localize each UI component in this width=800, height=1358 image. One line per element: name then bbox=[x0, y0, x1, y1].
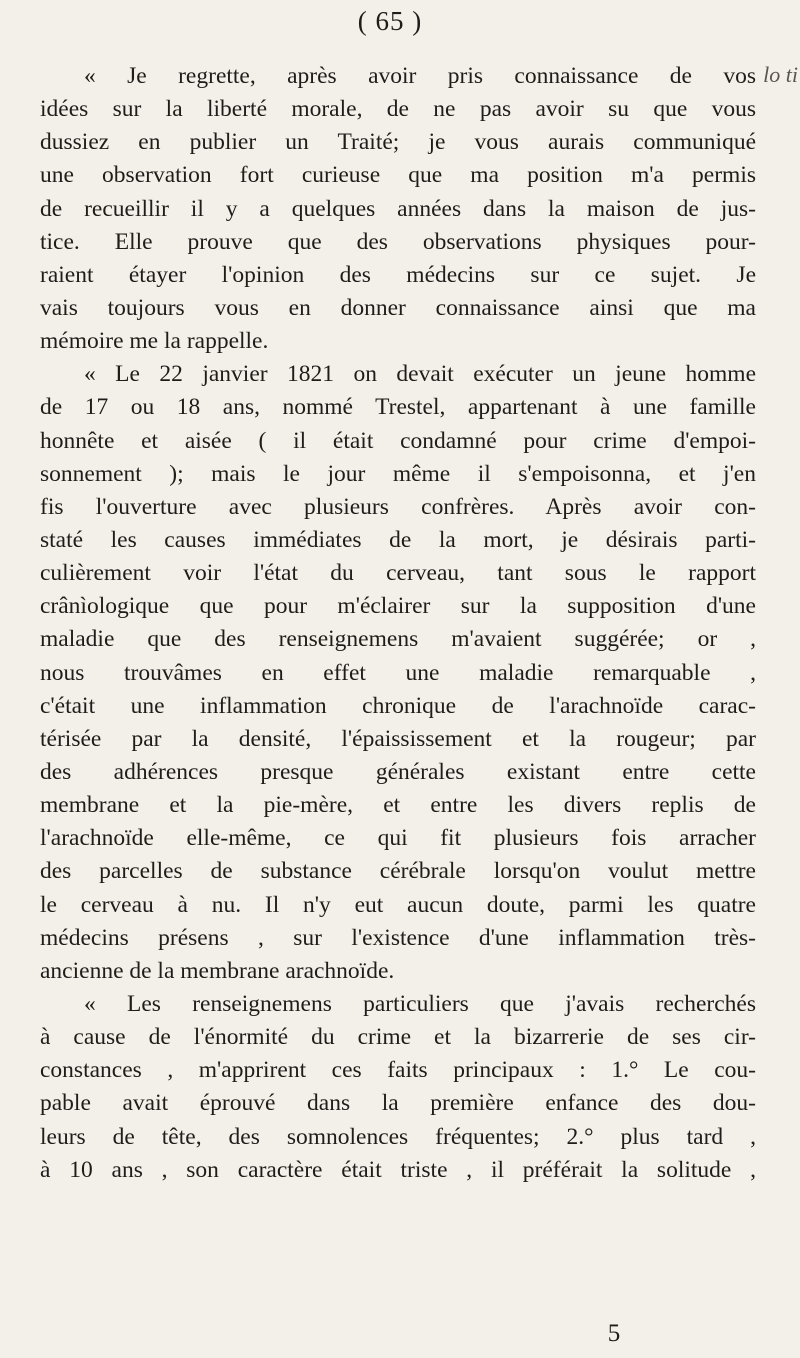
text-line: culièrement voir l'état du cerveau, tant sous le rapport bbox=[40, 560, 756, 587]
text-line: térisée par la densité, l'épaississement et la rougeur; par bbox=[40, 725, 756, 752]
text-line: des parcelles de substance cérébrale lorsqu'on voulut mettre bbox=[40, 858, 756, 885]
text-line: raient étayer l'opinion des médecins sur ce sujet. Je bbox=[40, 261, 756, 288]
paragraph-1 bbox=[40, 60, 756, 358]
text-line: de 17 ou 18 ans, nommé Trestel, appartenant à une famille bbox=[40, 394, 756, 421]
paragraph-3 bbox=[40, 988, 756, 1187]
text-line: le cerveau à nu. Il n'y eut aucun doute, parmi les quatre bbox=[40, 891, 756, 918]
text-line: tice. Elle prouve que des observations physiques pour- bbox=[40, 228, 756, 255]
text-line: honnête et aisée ( il était condamné pour crime d'empoi- bbox=[40, 427, 756, 454]
text-line: constances , m'apprirent ces faits principaux : 1.° Le cou- bbox=[40, 1057, 756, 1084]
text-line: mémoire me la rappelle. bbox=[40, 328, 269, 355]
text-line: idées sur la liberté morale, de ne pas avoir su que vous bbox=[40, 96, 756, 123]
text-line: membrane et la pie-mère, et entre les divers replis de bbox=[40, 792, 756, 819]
text-line: ancienne de la membrane arachnoïde. bbox=[40, 957, 395, 984]
text-line: fis l'ouverture avec plusieurs confrères. Après avoir con- bbox=[40, 493, 756, 520]
text-line: c'était une inflammation chronique de l'arachnoïde carac- bbox=[40, 692, 756, 719]
text-line: vais toujours vous en donner connaissance ainsi que ma bbox=[40, 294, 756, 321]
text-line: une observation fort curieuse que ma position m'a permis bbox=[40, 162, 756, 189]
paragraph-2 bbox=[40, 358, 756, 988]
text-line: de recueillir il y a quelques années dans la maison de jus- bbox=[40, 195, 756, 222]
margin-note: lo ti bbox=[763, 62, 798, 87]
text-line: l'arachnoïde elle-même, ce qui fit plusieurs fois arracher bbox=[40, 825, 756, 852]
text-line: à 10 ans , son caractère était triste , il préférait la solitude , bbox=[40, 1156, 756, 1183]
text-line: leurs de tête, des somnolences fréquentes; 2.° plus tard , bbox=[40, 1123, 756, 1150]
text-line: crânìologique que pour m'éclairer sur la supposition d'une bbox=[40, 593, 756, 620]
signature-mark: 5 bbox=[607, 1320, 621, 1347]
body-text bbox=[40, 60, 756, 1187]
text-line: « Je regrette, après avoir pris connaissance de vos bbox=[84, 63, 756, 89]
text-line: dussiez en publier un Traité; je vous aurais communiqué bbox=[40, 129, 756, 156]
text-line: « Le 22 janvier 1821 on devait exécuter un jeune homme bbox=[84, 361, 756, 388]
text-line: à cause de l'énormité du crime et la bizarrerie de ses cir- bbox=[40, 1024, 756, 1051]
text-line: sonnement ); mais le jour même il s'empoisonna, et j'en bbox=[40, 460, 756, 487]
page-number: ( 65 ) bbox=[357, 6, 423, 36]
text-line: pable avait éprouvé dans la première enfance des dou- bbox=[40, 1090, 756, 1117]
text-line: maladie que des renseignemens m'avaient suggérée; or , bbox=[40, 626, 756, 653]
text-line: des adhérences presque générales existant entre cette bbox=[40, 758, 756, 785]
text-line: médecins présens , sur l'existence d'une inflammation très- bbox=[40, 924, 756, 951]
text-line: « Les renseignemens particuliers que j'avais recherchés bbox=[84, 990, 756, 1017]
text-line: nous trouvâmes en effet une maladie remarquable , bbox=[40, 659, 756, 686]
text-line: staté les causes immédiates de la mort, je désirais parti- bbox=[40, 526, 756, 553]
